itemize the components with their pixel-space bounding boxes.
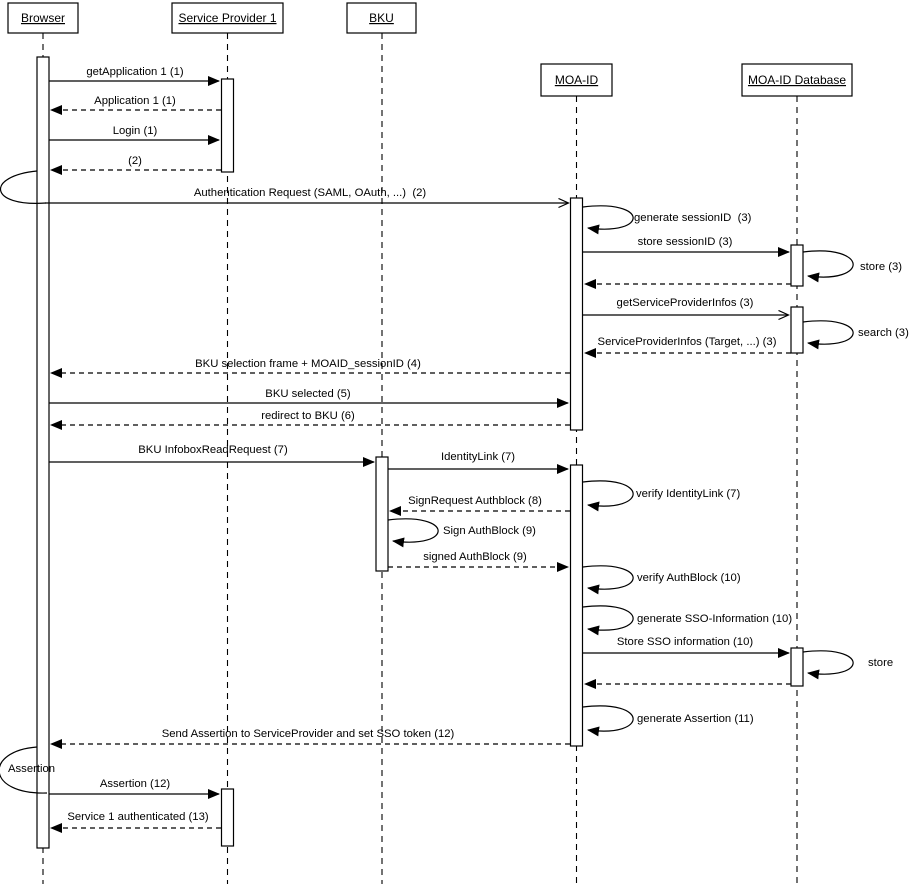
message-identitylink (388, 451, 568, 469)
svg-text:store (3): store (3) (860, 261, 903, 273)
selfloop-store-3 (803, 251, 902, 277)
selfloop-verify-identitylink (583, 481, 740, 506)
activation-sp1-first (222, 79, 234, 172)
selfloop-store-sso (803, 651, 893, 674)
activation-moaid-first (571, 198, 583, 430)
svg-text:Service Provider 1: Service Provider 1 (178, 11, 277, 25)
svg-text:ServiceProviderInfos (Target,: ServiceProviderInfos (Target, ...) (3) (597, 336, 777, 348)
actor-box-bku (347, 3, 416, 33)
svg-text:verify AuthBlock (10): verify AuthBlock (10) (637, 572, 741, 584)
message-store-sso-information (583, 636, 789, 653)
message-send-assertion (51, 728, 570, 744)
svg-text:BKU selected (5): BKU selected (5) (265, 388, 351, 400)
svg-text:getServiceProviderInfos (3): getServiceProviderInfos (3) (616, 297, 754, 309)
selfloop-search-3 (803, 321, 909, 344)
svg-text:Assertion (12): Assertion (12) (99, 778, 171, 790)
svg-text:getApplication 1 (1): getApplication 1 (1) (86, 66, 184, 78)
svg-text:Browser: Browser (20, 11, 66, 25)
activation-db-store-session (791, 245, 803, 286)
activation-bku (376, 457, 388, 571)
svg-text:Application 1 (1): Application 1 (1) (94, 95, 176, 107)
message-service-1-authenticated (51, 811, 221, 828)
message-bku-selected (49, 388, 568, 403)
activation-db-search (791, 307, 803, 353)
svg-text:verify IdentityLink (7): verify IdentityLink (7) (636, 488, 741, 500)
svg-text:search (3): search (3) (858, 327, 909, 339)
svg-text:Authentication Request (SAML,: Authentication Request (SAML, OAuth, ...) (2) (193, 187, 427, 199)
svg-text:Store SSO information (10): Store SSO information (10) (616, 636, 754, 648)
svg-text:redirect to BKU (6): redirect to BKU (6) (261, 410, 355, 422)
selfloop-generate-sso-information (583, 606, 792, 630)
svg-text:store sessionID (3): store sessionID (3) (637, 236, 733, 248)
actor-box-moa-id (541, 64, 612, 96)
arc-label-assertion: Assertion (8, 763, 56, 775)
svg-text:generate sessionID (3): generate sessionID (3) (634, 212, 752, 224)
message-get-service-provider-infos (583, 297, 788, 315)
selfloop-generate-assertion (583, 706, 754, 731)
activation-browser (37, 57, 49, 848)
message-return-2 (51, 155, 221, 170)
svg-text:IdentityLink (7): IdentityLink (7) (440, 451, 516, 463)
svg-text:signed AuthBlock (9): signed AuthBlock (9) (423, 551, 527, 563)
svg-text:Send Assertion to ServiceProvi: Send Assertion to ServiceProvider and set SSO token (12) (161, 728, 455, 740)
svg-text:store: store (868, 657, 894, 669)
selfloop-sign-authblock (388, 519, 536, 542)
message-assertion-12 (49, 778, 219, 794)
message-signrequest-authblock (390, 495, 570, 511)
svg-text:BKU selection frame + MOAID_se: BKU selection frame + MOAID_sessionID (4) (195, 358, 421, 370)
svg-text:Service 1 authenticated (13): Service 1 authenticated (13) (67, 811, 209, 823)
svg-text:MOA-ID: MOA-ID (554, 73, 599, 87)
svg-text:BKU InfoboxReadRequest (7): BKU InfoboxReadRequest (7) (138, 444, 288, 456)
message-application-1 (51, 95, 221, 110)
activation-moaid-second (571, 465, 583, 746)
activation-db-store-sso (791, 648, 803, 686)
activation-sp1-second (222, 789, 234, 846)
message-store-sessionid (583, 236, 789, 252)
svg-text:Login (1): Login (1) (112, 125, 158, 137)
svg-text:SignRequest Authblock (8): SignRequest Authblock (8) (408, 495, 542, 507)
message-authentication-request (45, 187, 568, 203)
svg-text:generate Assertion (11): generate Assertion (11) (637, 713, 754, 725)
message-signed-authblock (388, 551, 568, 567)
selfloop-verify-authblock (583, 566, 741, 589)
message-bku-selection-frame (51, 358, 570, 373)
message-bku-infobox-read-request (49, 444, 374, 462)
svg-text:BKU: BKU (369, 11, 394, 25)
message-redirect-to-bku (51, 410, 570, 425)
svg-text:Sign AuthBlock (9): Sign AuthBlock (9) (443, 525, 536, 537)
actor-box-moa-id-database (742, 64, 852, 96)
svg-text:generate SSO-Information (10): generate SSO-Information (10) (637, 613, 793, 625)
message-get-application (49, 66, 219, 81)
actor-box-service-provider-1 (172, 3, 283, 33)
svg-text:(2): (2) (128, 155, 142, 167)
selfloop-generate-sessionid (583, 206, 752, 229)
message-service-provider-infos (585, 336, 791, 353)
svg-text:MOA-ID Database: MOA-ID Database (747, 73, 847, 87)
actor-box-browser (8, 3, 78, 33)
message-login (49, 125, 219, 140)
